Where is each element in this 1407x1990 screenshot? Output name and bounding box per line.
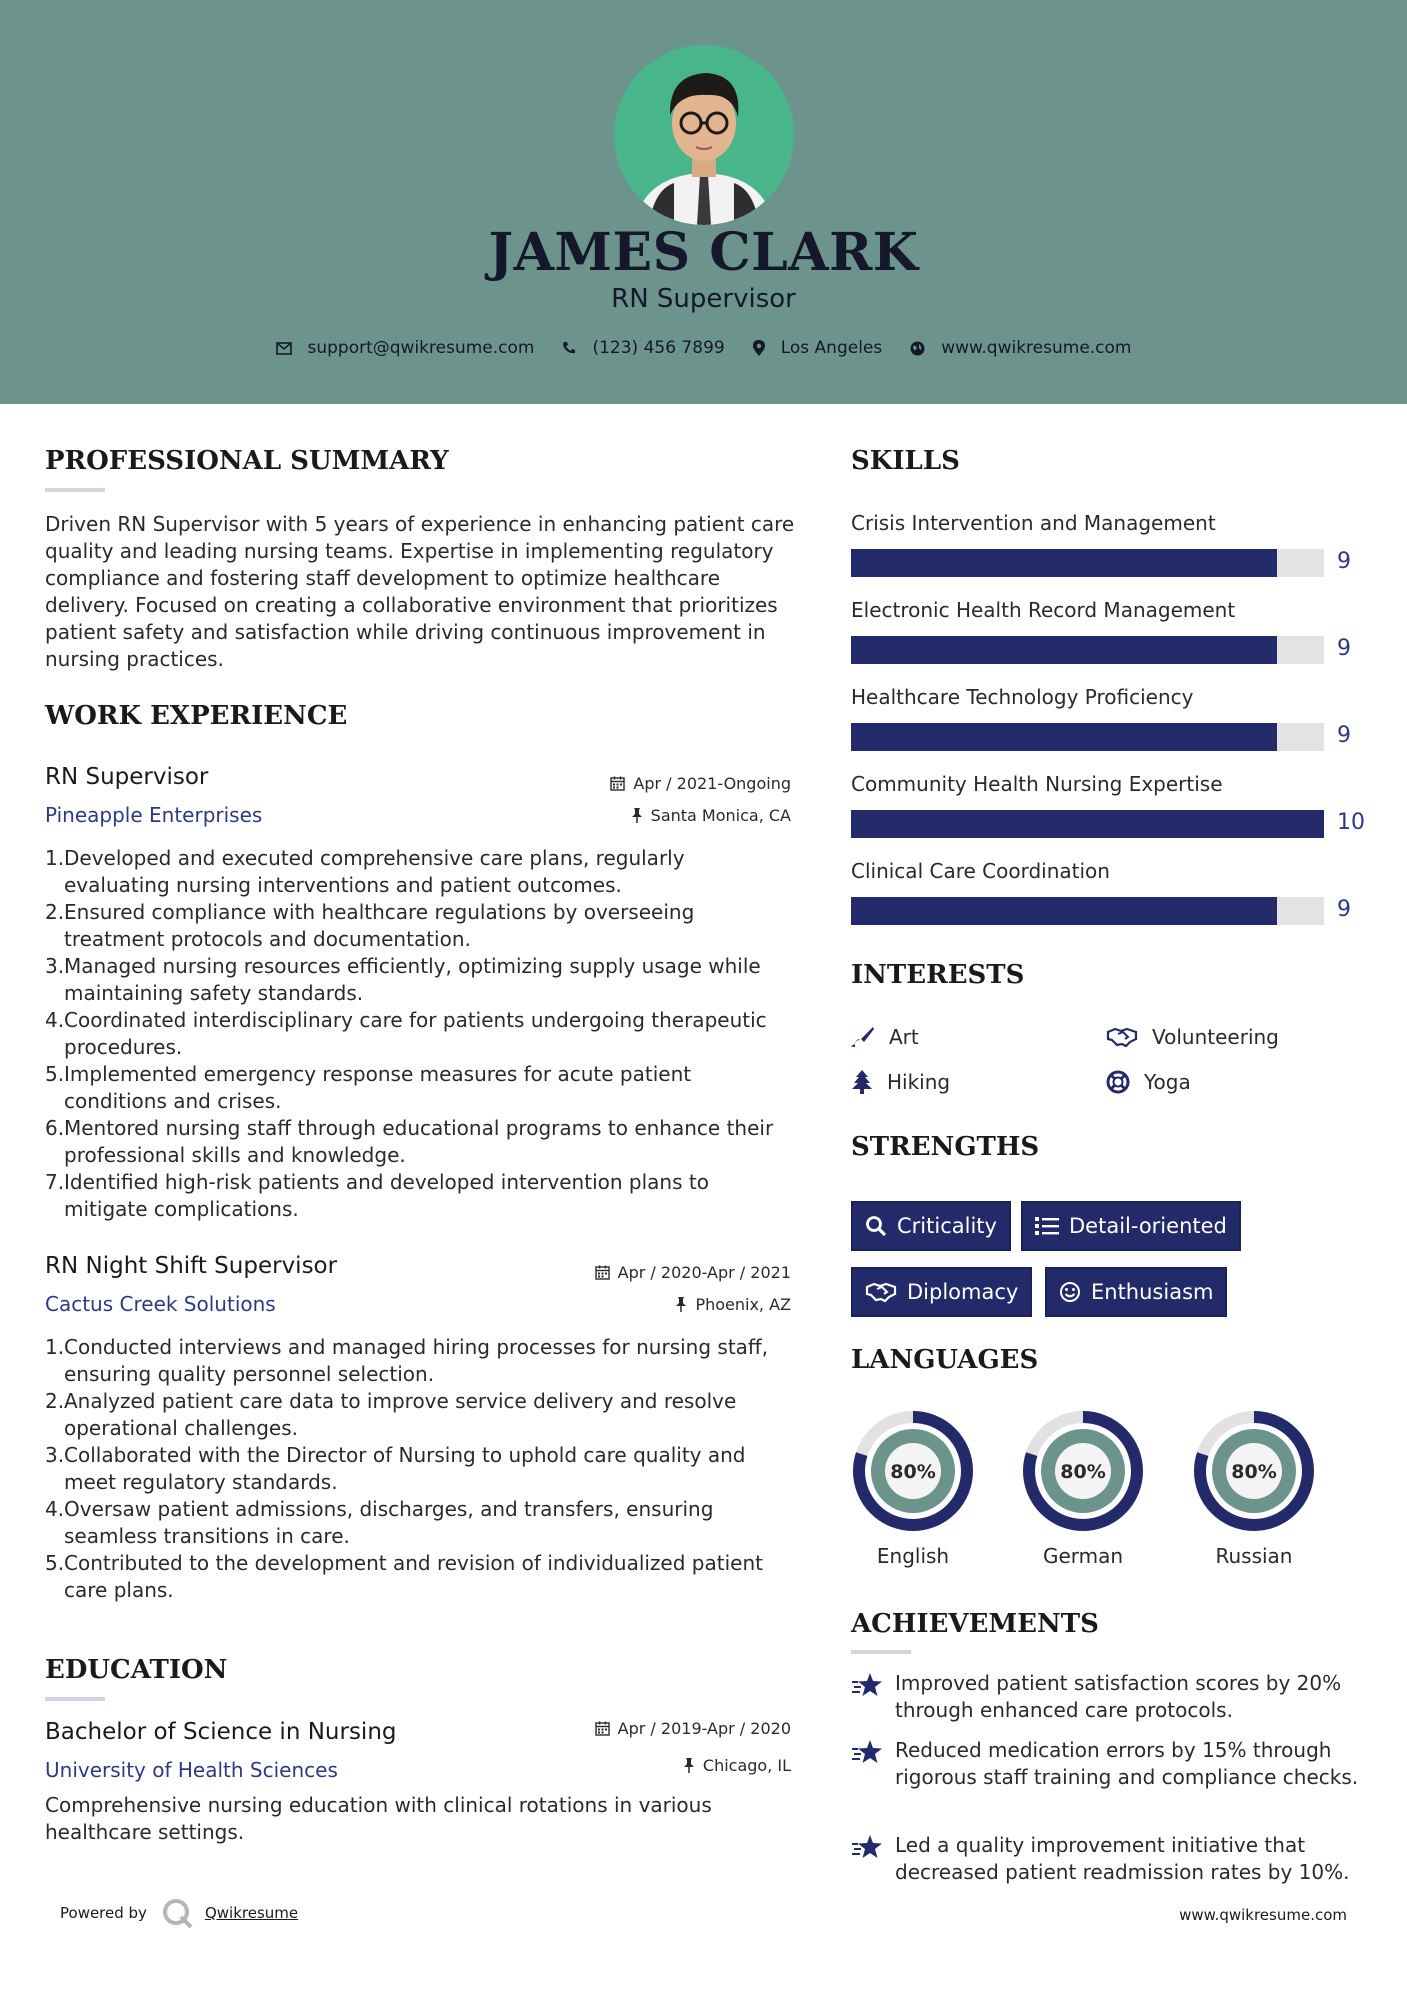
skill-label: Clinical Care Coordination [851,859,1110,883]
globe-icon [910,341,925,356]
star-icon [851,1672,883,1698]
skill-value: 9 [1337,636,1351,661]
pushpin-icon [631,808,643,823]
contact-phone[interactable] [562,338,724,358]
profile-photo [614,45,794,225]
education-date-text: Apr / 2019-Apr / 2020 [617,1719,791,1738]
job-date [520,774,791,793]
job-title: RN Night Shift Supervisor [45,1253,338,1279]
powered-by-label: Powered by [60,1904,147,1922]
summary-heading: PROFESSIONAL SUMMARY [45,446,449,476]
pushpin-icon [675,1297,687,1312]
phone-icon [562,341,576,355]
list-item: 4. Coordinated interdisciplinary care for patients undergoing therapeutic procedures. [45,1008,767,1059]
candidate-name: JAMES CLARK [488,222,919,283]
list-item: 6. Mentored nursing staff through educational programs to enhance their professional skills and knowledge. [45,1116,774,1167]
strength-label: Detail-oriented [1069,1214,1227,1238]
star-icon [851,1739,883,1765]
skill-bar-track [851,636,1324,664]
strength-tag [1045,1267,1227,1317]
list-item: 1. Conducted interviews and managed hiring processes for nursing staff, ensuring quality personnel selection. [45,1335,769,1386]
interests-heading: INTERESTS [851,960,1025,990]
interest-item [1106,1025,1279,1049]
interest-label: Hiking [887,1070,951,1094]
skill-value: 9 [1337,897,1351,922]
degree-title: Bachelor of Science in Nursing [45,1719,397,1745]
footer-powered-by [60,1897,298,1929]
interest-label: Volunteering [1152,1025,1279,1049]
strengths-heading: STRENGTHS [851,1132,1040,1162]
interest-label: Yoga [1144,1070,1191,1094]
skill-bar-fill [851,810,1324,838]
contact-bar [0,338,1407,358]
achievement-item [851,1832,1371,1886]
interest-item [851,1070,950,1094]
language-percent: 80% [1231,1461,1277,1483]
contact-location-text: Los Angeles [780,338,883,358]
languages-heading: LANGUAGES [851,1345,1039,1375]
language-label: Russian [1215,1544,1293,1568]
footer-url[interactable]: www.qwikresume.com [1179,1906,1347,1924]
language-label: German [1042,1544,1124,1568]
summary-underline [45,488,105,492]
resume-header [0,0,1407,404]
smile-icon [1059,1281,1081,1303]
calendar-icon [595,1721,610,1736]
skill-label: Crisis Intervention and Management [851,511,1216,535]
education-location [520,1756,791,1775]
job-location-text: Phoenix, AZ [695,1295,791,1314]
handshake-icon [1106,1026,1138,1048]
contact-email[interactable] [276,338,535,358]
skill-value: 9 [1337,549,1351,574]
language-label: English [876,1544,950,1568]
achievements-underline [851,1650,911,1654]
job-location [520,806,791,825]
school-name: University of Health Sciences [45,1758,338,1782]
language-ring [1021,1409,1145,1537]
star-icon [851,1834,883,1860]
list-item: 2. Analyzed patient care data to improve service delivery and resolve operational challenges. [45,1389,737,1440]
list-item: 1. Developed and executed comprehensive care plans, regularly evaluating nursing interventions and patient outcomes. [45,846,685,897]
strength-tag [851,1201,1011,1251]
skill-value: 10 [1337,810,1365,835]
contact-website-text: www.qwikresume.com [941,338,1132,358]
qwikresume-link[interactable]: Qwikresume [204,1904,299,1922]
contact-email-text: support@qwikresume.com [307,338,535,358]
language-percent: 80% [1060,1461,1106,1483]
job-date-text: Apr / 2021-Ongoing [633,774,791,793]
summary-text: Driven RN Supervisor with 5 years of experience in enhancing patient care quality and leading nursing teams. Expertise in implementing regulatory compliance and fostering staff development to optimize healthcare delivery. Focused on creating a collaborative environment that prioritizes patient safety and satisfaction while driving continuous improvement in nursing practices. [45,512,795,671]
candidate-role: RN Supervisor [611,284,796,314]
language-ring-chart [851,1409,975,1533]
list-item: 5. Implemented emergency response measures for acute patient conditions and crises. [45,1062,692,1113]
job-location-text: Santa Monica, CA [650,806,791,825]
job-bullets [45,1334,785,1604]
language-ring [1192,1409,1316,1537]
language-ring [851,1409,975,1537]
job-title: RN Supervisor [45,764,209,790]
strength-tag [1021,1201,1241,1251]
job-location [520,1295,791,1314]
list-item: 4. Oversaw patient admissions, discharges, and transfers, ensuring seamless transitions in care. [45,1497,714,1548]
education-heading: EDUCATION [45,1655,228,1685]
calendar-icon [610,776,625,791]
skill-bar-fill [851,636,1277,664]
list-item: 7. Identified high-risk patients and developed intervention plans to mitigate complications. [45,1170,709,1221]
education-underline [45,1697,105,1701]
education-date [520,1719,791,1738]
tree-icon [851,1070,873,1094]
language-ring-chart [1021,1409,1145,1533]
job-company: Pineapple Enterprises [45,803,263,827]
skill-value: 9 [1337,723,1351,748]
list-item: 3. Managed nursing resources efficiently, optimizing supply usage while maintaining safety standards. [45,954,761,1005]
achievement-text: Led a quality improvement initiative that decreased patient readmission rates by 10%. [895,1833,1350,1884]
list-item: 3. Collaborated with the Director of Nursing to uphold care quality and meet regulatory standards. [45,1443,746,1494]
education-location-text: Chicago, IL [702,1756,791,1775]
interest-item [1106,1070,1191,1094]
contact-phone-text: (123) 456 7899 [592,338,725,358]
skill-bar-track [851,723,1324,751]
qwikresume-logo-icon [161,1897,195,1929]
envelope-icon [276,342,292,355]
list-icon [1035,1216,1059,1236]
strength-label: Enthusiasm [1091,1280,1214,1304]
contact-location [753,338,883,358]
list-item: 5. Contributed to the development and revision of individualized patient care plans. [45,1551,763,1602]
job-bullets [45,845,785,1223]
calendar-icon [595,1265,610,1280]
contact-website[interactable] [910,338,1131,358]
language-percent: 80% [890,1461,936,1483]
skill-bar-fill [851,897,1277,925]
achievements-heading: ACHIEVEMENTS [851,1609,1099,1639]
education-description: Comprehensive nursing education with clinical rotations in various healthcare settings. [45,1793,712,1844]
job-date [520,1263,791,1282]
handshake-icon [865,1281,897,1303]
strength-label: Diplomacy [907,1280,1019,1304]
achievement-item [851,1737,1371,1791]
achievement-item [851,1670,1371,1724]
job-company: Cactus Creek Solutions [45,1292,276,1316]
paintbrush-icon [851,1026,875,1048]
experience-heading: WORK EXPERIENCE [45,701,348,731]
pushpin-icon [683,1758,695,1773]
skill-bar-fill [851,723,1277,751]
search-icon [865,1215,887,1237]
interest-label: Art [889,1025,919,1049]
skill-bar-track [851,897,1324,925]
language-ring-chart [1192,1409,1316,1533]
achievement-text: Reduced medication errors by 15% through rigorous staff training and compliance checks. [895,1738,1359,1789]
map-pin-icon [753,340,765,356]
skills-heading: SKILLS [851,446,960,476]
skill-bar-fill [851,549,1277,577]
skill-bar-track [851,549,1324,577]
skill-label: Community Health Nursing Expertise [851,772,1223,796]
skill-label: Electronic Health Record Management [851,598,1236,622]
lifering-icon [1106,1070,1130,1094]
interest-item [851,1025,919,1049]
list-item: 2. Ensured compliance with healthcare regulations by overseeing treatment protocols and documentation. [45,900,695,951]
skill-label: Healthcare Technology Proficiency [851,685,1194,709]
strength-tag [851,1267,1032,1317]
strength-label: Criticality [897,1214,997,1238]
job-date-text: Apr / 2020-Apr / 2021 [617,1263,791,1282]
skill-bar-track [851,810,1324,838]
achievement-text: Improved patient satisfaction scores by 20% through enhanced care protocols. [895,1671,1342,1722]
